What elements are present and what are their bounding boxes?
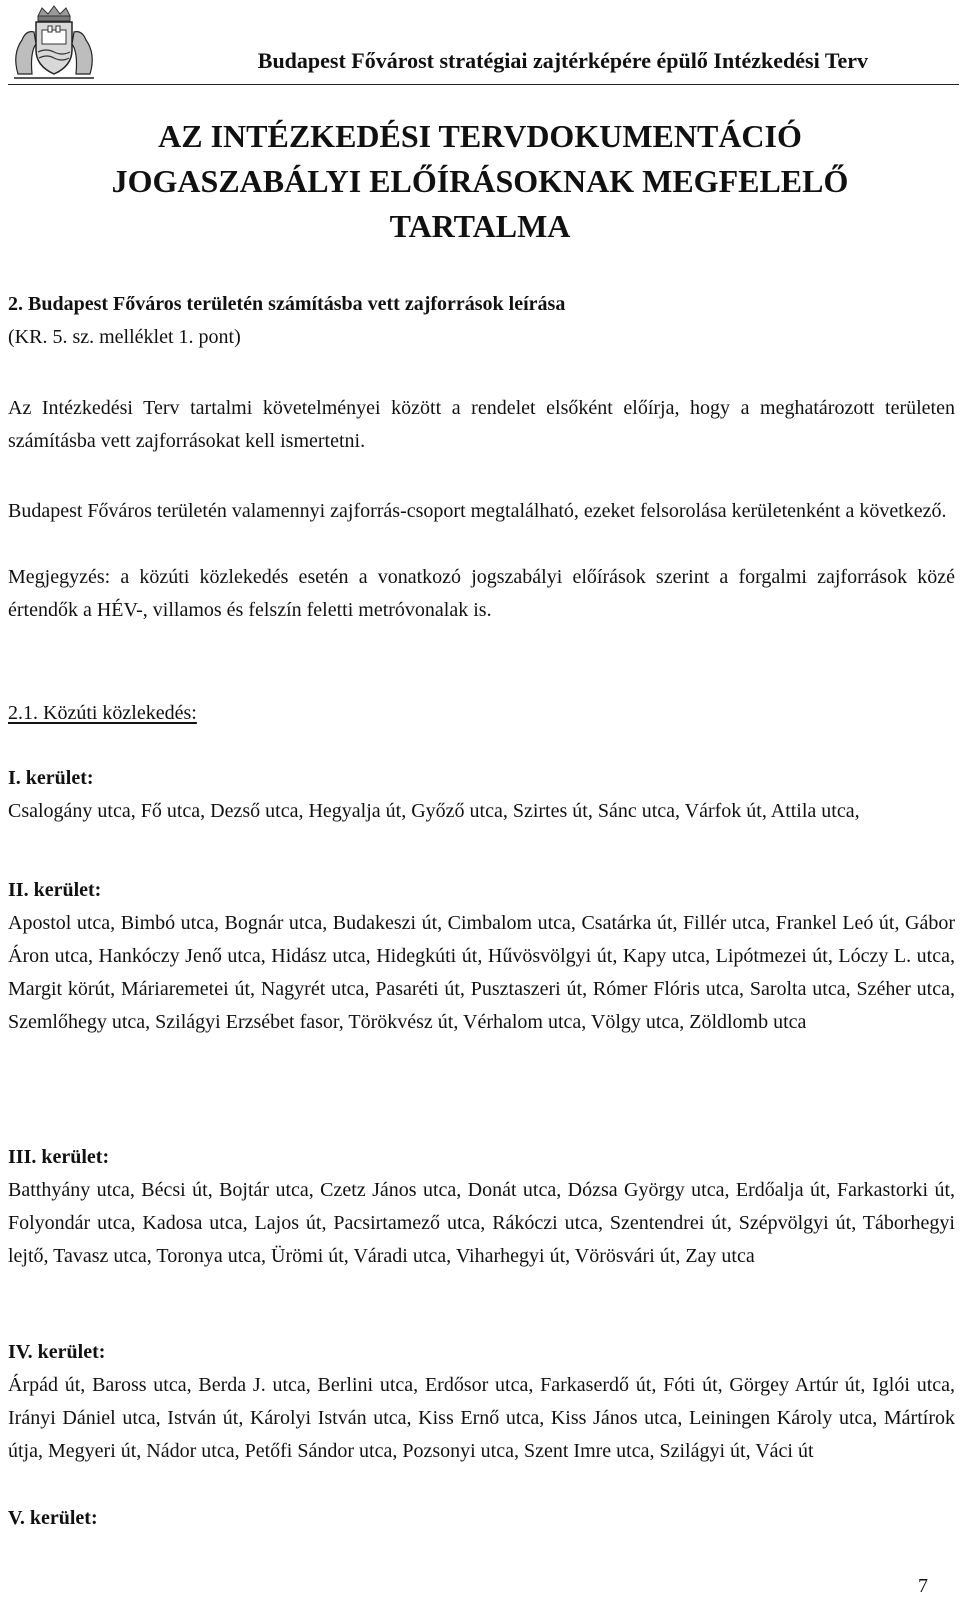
intro-paragraph: Budapest Főváros területén valamennyi zajforrás-csoport megtalálható, ezeket felsorolása kerületenként a következő. bbox=[8, 500, 947, 522]
district-heading: IV. kerület: bbox=[8, 1341, 106, 1363]
section-title: 2. Budapest Főváros területén számításba vett zajforrások leírása bbox=[8, 293, 566, 315]
note-paragraph: Megjegyzés: a közúti közlekedés esetén a vonatkozó jogszabályi előírások szerint a forgalmi zajforrások közé értendők a HÉV-, villamos és felszín feletti metróvonalak is. bbox=[8, 566, 955, 621]
page-header bbox=[0, 0, 960, 90]
district-heading: V. kerület: bbox=[8, 1507, 98, 1529]
page-number: 7 bbox=[918, 1575, 928, 1597]
document-title-line: AZ INTÉZKEDÉSI TERVDOKUMENTÁCIÓ bbox=[158, 118, 802, 154]
header-title: Budapest Fővárost stratégiai zajtérképére épülő Intézkedési Terv bbox=[257, 48, 868, 73]
district-heading: II. kerület: bbox=[8, 879, 102, 901]
header-divider bbox=[8, 84, 959, 85]
district-heading: I. kerület: bbox=[8, 767, 94, 789]
document-title-line: JOGASZABÁLYI ELŐÍRÁSOKNAK MEGFELELŐ bbox=[111, 163, 849, 199]
intro-paragraph: Az Intézkedési Terv tartalmi követelményei között a rendelet elsőként előírja, hogy a meghatározott területen számításba vett zajforrásokat kell ismertetni. bbox=[8, 397, 955, 452]
budapest-coat-of-arms-icon bbox=[8, 4, 100, 84]
district-street-list: Csalogány utca, Fő utca, Dezső utca, Hegyalja út, Győző utca, Szirtes út, Sánc utca, Várfok út, Attila utca, bbox=[8, 800, 860, 822]
district-street-list: Apostol utca, Bimbó utca, Bognár utca, Budakeszi út, Cimbalom utca, Csatárka út, Fillér utca, Frankel Leó út, Gábor Áron utca, Hankóczy Jenő utca, Hidász utca, Hidegkúti út, Hűvösvölgyi út, Kapy utca, Lipótmezei út, Lóczy L. utca, Margit körút, Máriaremetei út, Nagyrét utca, Pasaréti út, Pusztaszeri út, Rómer Flóris utca, Sarolta utca, Széher utca, Szemlőhegy utca, Szilágyi Erzsébet fasor, Törökvész út, Vérhalom utca, Völgy utca, Zöldlomb utca bbox=[8, 912, 955, 1033]
document-title bbox=[60, 114, 900, 249]
section-reference: (KR. 5. sz. melléklet 1. pont) bbox=[8, 326, 241, 348]
document-title-line: TARTALMA bbox=[389, 208, 571, 244]
district-heading: III. kerület: bbox=[8, 1146, 110, 1168]
district-street-list: Árpád út, Baross utca, Berda J. utca, Berlini utca, Erdősor utca, Farkaserdő út, Fóti út, Görgey Artúr út, Iglói utca, Irányi Dániel utca, István út, Károlyi István utca, Kiss Ernő utca, Kiss János utca, Leiningen Károly utca, Mártírok útja, Megyeri út, Nádor utca, Petőfi Sándor utca, Pozsonyi utca, Szent Imre utca, Szilágyi út, Váci út bbox=[8, 1374, 955, 1462]
district-street-list: Batthyány utca, Bécsi út, Bojtár utca, Czetz János utca, Donát utca, Dózsa György utca, Erdőalja út, Farkastorki út, Folyondár utca, Kadosa utca, Lajos út, Pacsirtamező utca, Rákóczi utca, Szentendrei út, Szépvölgyi út, Táborhegyi lejtő, Tavasz utca, Toronya utca, Ürömi út, Váradi utca, Viharhegyi út, Vörösvári út, Zay utca bbox=[8, 1179, 955, 1267]
subsection-title: 2.1. Közúti közlekedés: bbox=[8, 702, 197, 724]
